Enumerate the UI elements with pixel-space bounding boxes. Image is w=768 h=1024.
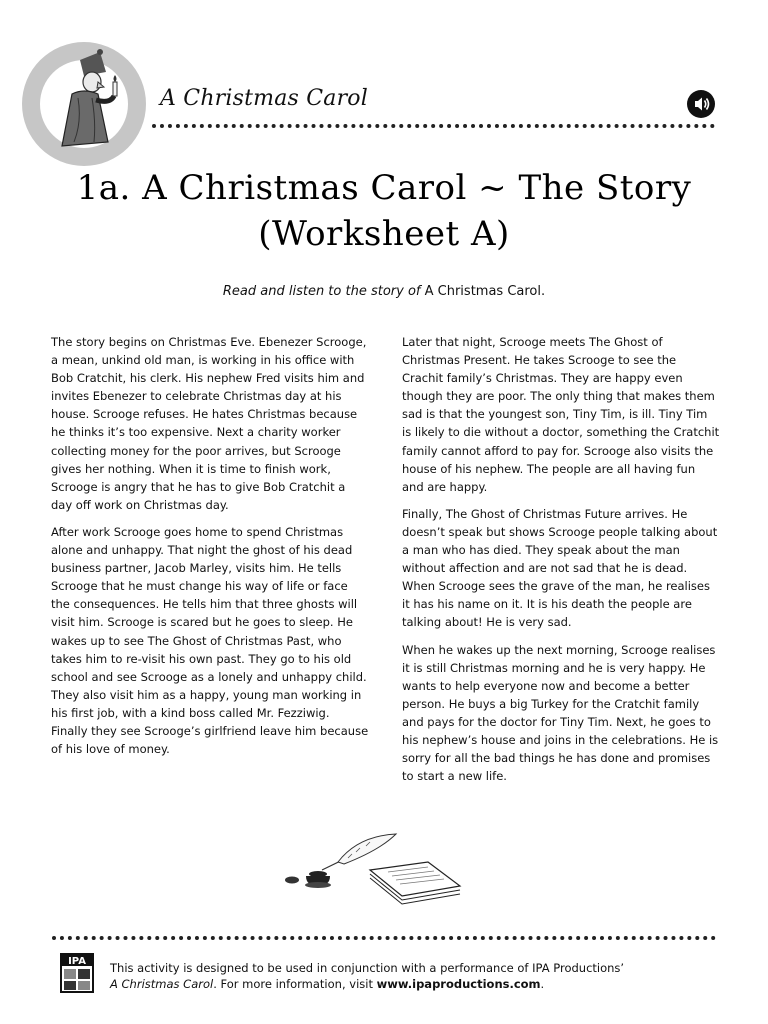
scrooge-illustration-logo [22,42,146,166]
story-right-column [402,333,720,794]
footer-end-text: . [540,977,545,991]
speaker-icon [687,90,715,118]
worksheet-title-line1: 1a. A Christmas Carol ~ The Story [76,168,692,208]
worksheet-title-line2: (Worksheet A) [258,214,510,254]
footer-website-link[interactable]: www.ipaproductions.com [376,977,541,991]
footer-line1: This activity is designed to be used in conjunction with a performance of IPA Productions’ [110,961,625,975]
footer-note [110,960,730,992]
instruction-text [0,284,768,299]
story-paragraph: house of his nephew. The people are all having fun and are happy. [402,461,696,494]
header-divider [152,124,715,128]
instruction-part2: A Christmas Carol. [420,284,546,299]
footer-middle-text: . For more information, visit [213,977,377,991]
instruction-part1: Read and listen to the story of [222,284,421,299]
story-paragraph: When he wakes up the next morning, Scrooge realises it is still Christmas morning and he is very happy. He wants to help everyone now and become a better person. He buys a big Turkey for the Cratchit family and pays for the doctor for Tiny Tim. Next, he goes to his nephew’s house and joins in the celebrations. He is sorry for all the bad things he has done and promises to start a new life. [402,642,719,784]
ipa-logo-text: IPA [68,956,86,967]
footer-divider [52,936,716,940]
story-paragraph: Finally, The Ghost of Christmas Future arrives. He doesn’t speak but shows Scrooge people talking about a man who has died. They speak about the man without affection and are not sad that he is dead. When Scrooge sees the grave of the man, he realises it has his name on it. It is his death the people are talking about! He is very sad. [402,506,718,630]
story-paragraph: The story begins on Christmas Eve. Ebenezer Scrooge, a mean, unkind old man, is working in his office with Bob Cratchit, his clerk. His nephew Fred visits him and invites Ebenezer to celebrate Christmas day at his house. Scrooge refuses. He hates Christmas because he thinks it’s too expensive. Next a charity worker collecting money for the poor arrives, but Scrooge gives her nothing. When it is time to finish work, Scrooge is angry that he has to give Bob Cratchit a day off work on Christmas day. [51,335,367,512]
quill-and-papers-illustration [278,830,468,914]
story-left-column [51,333,369,767]
ipa-logo [60,953,94,997]
header-title: A Christmas Carol [160,86,368,111]
audio-play-button[interactable] [687,90,715,118]
story-paragraph: After work Scrooge goes home to spend Christmas alone and unhappy. That night the ghost of his dead business partner, Jacob Marley, visits him. He tells Scrooge that he must change his way of life or face the consequences. He tells him that three ghosts will visit him. Scrooge is scared but he goes to sleep. He wakes up to see The Ghost of Christmas Past, who takes him to re-visit his own past. They go to his old school and see Scrooge as a lonely and unhappy child. They also visit him as a happy, young man working in his first job, with a kind boss called Mr. Fezziwig. Finally they see Scrooge’s girlfriend leave him because of his love of money. [51,524,369,757]
story-paragraph: Later that night, Scrooge meets The Ghost of Christmas Present. He takes Scrooge to see the Crachit family’s Christmas. They are happy even though they are poor. The only thing that makes them sad is that the youngest son, Tiny Tim, is ill. Tiny Tim is likely to die without a doctor, something the Cratchit family cannot afford to pay for. Scrooge also visits the [402,335,720,458]
footer-play-title: A Christmas Carol [110,977,214,991]
